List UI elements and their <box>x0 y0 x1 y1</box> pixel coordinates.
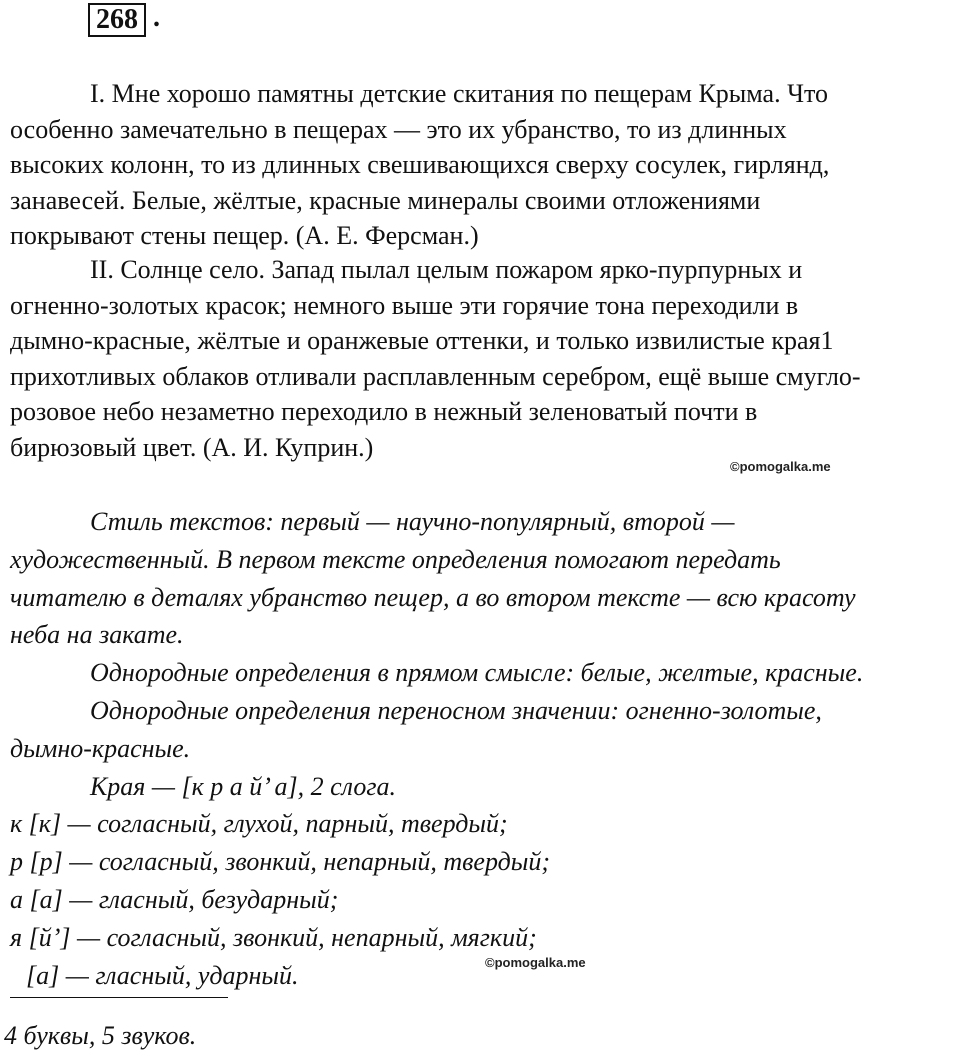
text-line: розовое небо незаметно переходило в нежный зеленоватый почти в <box>10 397 758 426</box>
text-line: II. Солнце село. Запад пылал целым пожаром ярко-пурпурных и <box>90 255 803 284</box>
text-line: I. Мне хорошо памятны детские скитания по пещерам Крыма. Что <box>90 79 829 108</box>
answer-line: Края — [к р а й’ а], 2 слога. <box>90 771 396 801</box>
answer-line: читателю в деталях убранство пещер, а во втором тексте — всю красоту <box>10 582 856 612</box>
text-line: бирюзовый цвет. (А. И. Куприн.) <box>10 432 374 462</box>
text-line: высоких колонн, то из длинных свешивающихся сверху сосулек, гирлянд, <box>10 150 830 179</box>
answer-line: Стиль текстов: первый — научно-популярный, второй — <box>90 507 735 536</box>
answer-line: Однородные определения переносном значении: огненно-золотые, <box>90 695 822 725</box>
answer-line: дымно-красные. <box>10 733 191 763</box>
text-two <box>10 252 950 465</box>
text-line: покрывают стены пещер. (А. Е. Ферсман.) <box>10 221 479 250</box>
watermark: ©pomogalka.me <box>730 459 831 474</box>
text-line: занавесей. Белые, жёлтые, красные минералы своими отложениями <box>10 185 761 215</box>
answer-line: неба на закате. <box>10 620 184 650</box>
exercise-number-dot: . <box>153 2 160 33</box>
answer-line: к [к] — согласный, глухой, парный, твердый; <box>10 809 508 839</box>
answer-line: [а] — гласный, ударный. <box>26 960 299 990</box>
answer-line: а [а] — гласный, безударный; <box>10 884 339 914</box>
text-line: особенно замечательно в пещерах — это их убранство, то из длинных <box>10 114 787 144</box>
answer-line: я [й’] — согласный, звонкий, непарный, мягкий; <box>10 922 537 952</box>
footnote-divider <box>10 997 228 998</box>
exercise-number: 268 <box>88 3 146 37</box>
footnote: 4 буквы, 5 звуков. <box>4 1021 197 1050</box>
text-line: прихотливых облаков отливали расплавленным серебром, ещё выше смугло- <box>10 361 861 391</box>
answer-line: художественный. В первом тексте определения помогают передать <box>10 544 781 574</box>
watermark-2: ©pomogalka.me <box>485 955 586 970</box>
text-line: огненно-золотых красок; немного выше эти горячие тона переходили в <box>10 290 799 320</box>
answer-line: Однородные определения в прямом смысле: белые, желтые, красные. <box>90 658 864 688</box>
text-one <box>10 76 950 254</box>
answer-line: р [р] — согласный, звонкий, непарный, твердый; <box>10 847 551 877</box>
text-line: дымно-красные, жёлтые и оранжевые оттенки, и только извилистые края1 <box>10 326 834 355</box>
answer-block <box>10 503 955 994</box>
